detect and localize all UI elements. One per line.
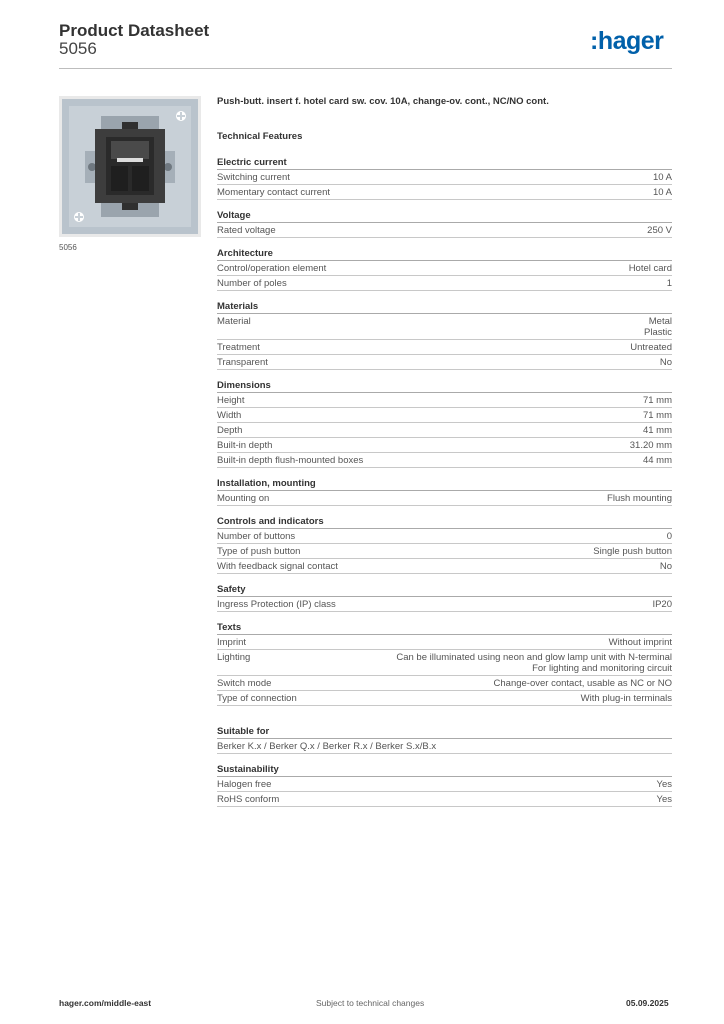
product-image — [59, 96, 201, 237]
spec-value — [643, 410, 672, 421]
spec-value-line: For lighting and monitoring circuit — [532, 663, 672, 674]
section-title: Controls and indicators — [217, 515, 672, 529]
spec-value — [630, 342, 672, 353]
spec-row — [217, 453, 672, 468]
spec-value-line: Yes — [656, 794, 672, 805]
spec-row — [217, 423, 672, 438]
spec-row — [217, 544, 672, 559]
spec-value — [396, 652, 672, 674]
spec-value-line: Untreated — [630, 342, 672, 353]
spec-value — [494, 678, 672, 689]
spec-value-line: 10 A — [652, 187, 672, 198]
section-title: Voltage — [217, 209, 672, 223]
section-title: Safety — [217, 583, 672, 597]
section-title: Installation, mounting — [217, 477, 672, 491]
header-divider — [59, 68, 672, 69]
spec-value — [629, 263, 672, 274]
spec-row — [217, 559, 672, 574]
spec-label: Width — [217, 410, 242, 421]
spec-label: Type of push button — [217, 546, 301, 557]
spec-value-line: 44 mm — [642, 455, 672, 466]
spec-value-line: 250 V — [647, 225, 672, 236]
hager-logo: :hager — [590, 27, 664, 55]
spec-row — [217, 393, 672, 408]
spec-value-line: 31.20 mm — [629, 440, 672, 451]
spec-section — [217, 247, 672, 300]
spec-value — [643, 455, 672, 466]
spec-label: Mounting on — [217, 493, 270, 504]
section-title: Texts — [217, 621, 672, 635]
product-description: Push-butt. insert f. hotel card sw. cov. 10A, change-ov. cont., NC/NO cont. — [217, 96, 549, 107]
section-title: Dimensions — [217, 379, 672, 393]
spec-section — [217, 621, 672, 725]
spec-row — [217, 491, 672, 506]
spec-value-line: Hotel card — [628, 263, 672, 274]
spec-label: With feedback signal contact — [217, 561, 338, 572]
spec-label: Ingress Protection (IP) class — [217, 599, 336, 610]
spec-value-line: Flush mounting — [607, 493, 672, 504]
spec-label: Depth — [217, 425, 243, 436]
spec-section — [217, 300, 672, 379]
spec-section — [217, 763, 672, 816]
spec-value — [647, 225, 672, 236]
spec-value — [609, 637, 672, 648]
spec-value-line: No — [659, 357, 672, 368]
spec-label: Switch mode — [217, 678, 272, 689]
footer-website: hager.com/middle-east — [59, 998, 152, 1008]
spec-value-line: Metal — [648, 316, 672, 327]
spec-value — [607, 493, 672, 504]
spec-value-line: 41 mm — [642, 425, 672, 436]
spec-row — [217, 777, 672, 792]
spec-section — [217, 583, 672, 621]
spec-value — [643, 395, 672, 406]
spec-row — [217, 792, 672, 807]
spec-row — [217, 261, 672, 276]
spec-value — [643, 425, 672, 436]
spec-label: Imprint — [217, 637, 247, 648]
section-title: Materials — [217, 300, 672, 314]
section-title: Architecture — [217, 247, 672, 261]
spec-value — [667, 531, 672, 542]
spec-label: Momentary contact current — [217, 187, 330, 198]
spec-label: Switching current — [217, 172, 290, 183]
spec-sections — [217, 156, 672, 816]
footer-notice: Subject to technical changes — [316, 998, 425, 1008]
spec-row — [217, 355, 672, 370]
section-title: Suitable for — [217, 725, 672, 739]
spec-value-line: 10 A — [652, 172, 672, 183]
spec-value — [652, 599, 672, 610]
spec-label: Lighting — [217, 652, 251, 663]
image-caption: 5056 — [59, 243, 77, 252]
spec-label: Rated voltage — [217, 225, 276, 236]
spec-section — [217, 725, 672, 763]
spec-value-line: 71 mm — [642, 395, 672, 406]
spec-value-line: Yes — [656, 779, 672, 790]
spec-value — [660, 357, 672, 368]
spec-value — [653, 187, 672, 198]
spec-label: Treatment — [217, 342, 260, 353]
spec-row — [217, 314, 672, 340]
spec-value — [593, 546, 672, 557]
spec-value — [660, 561, 672, 572]
spec-value — [644, 316, 672, 338]
spec-value-line: Without imprint — [608, 637, 672, 648]
spec-label: RoHS conform — [217, 794, 280, 805]
spec-row — [217, 597, 672, 612]
spec-value-line: Single push button — [593, 546, 672, 557]
spec-label: Type of connection — [217, 693, 297, 704]
spec-value-line: 0 — [666, 531, 672, 542]
spec-row — [217, 276, 672, 291]
spec-section — [217, 515, 672, 583]
spec-label: Number of buttons — [217, 531, 296, 542]
spec-value-line: Plastic — [644, 327, 672, 338]
spec-label: Berker K.x / Berker Q.x / Berker R.x / Berker S.x/B.x — [217, 741, 437, 752]
spec-row — [217, 529, 672, 544]
spec-row — [217, 650, 672, 676]
spec-value — [667, 278, 672, 289]
header-title: Product Datasheet — [59, 21, 210, 40]
technical-features-title: Technical Features — [217, 131, 303, 142]
spec-row — [217, 408, 672, 423]
spec-value-line: With plug-in terminals — [580, 693, 672, 704]
spec-value-line: No — [659, 561, 672, 572]
spec-label: Height — [217, 395, 245, 406]
spec-label: Halogen free — [217, 779, 272, 790]
spec-row — [217, 340, 672, 355]
product-code: 5056 — [59, 39, 97, 58]
spec-value — [653, 172, 672, 183]
spec-row — [217, 185, 672, 200]
spec-section — [217, 209, 672, 247]
spec-value — [581, 693, 672, 704]
spec-label: Built-in depth flush-mounted boxes — [217, 455, 364, 466]
datasheet-content — [217, 96, 672, 816]
spec-label: Number of poles — [217, 278, 287, 289]
spec-label: Control/operation element — [217, 263, 327, 274]
spec-row — [217, 739, 672, 754]
section-title: Electric current — [217, 156, 672, 170]
spec-row — [217, 438, 672, 453]
spec-label: Built-in depth — [217, 440, 273, 451]
spec-label: Material — [217, 316, 251, 327]
spec-value — [630, 440, 672, 451]
spec-row — [217, 170, 672, 185]
spec-label: Transparent — [217, 357, 268, 368]
spec-row — [217, 691, 672, 706]
spec-value-line: 71 mm — [642, 410, 672, 421]
section-title: Sustainability — [217, 763, 672, 777]
spec-section — [217, 156, 672, 209]
spec-section — [217, 379, 672, 477]
spec-value-line: IP20 — [652, 599, 672, 610]
spec-value-line: Change-over contact, usable as NC or NO — [493, 678, 672, 689]
spec-value — [657, 779, 673, 790]
spec-row — [217, 635, 672, 650]
spec-section — [217, 477, 672, 515]
spec-value-line: Can be illuminated using neon and glow lamp unit with N-terminal — [396, 652, 672, 663]
spec-value-line: 1 — [666, 278, 672, 289]
spec-row — [217, 223, 672, 238]
spec-value — [657, 794, 673, 805]
footer-date: 05.09.2025 — [626, 998, 669, 1008]
spec-row — [217, 676, 672, 691]
